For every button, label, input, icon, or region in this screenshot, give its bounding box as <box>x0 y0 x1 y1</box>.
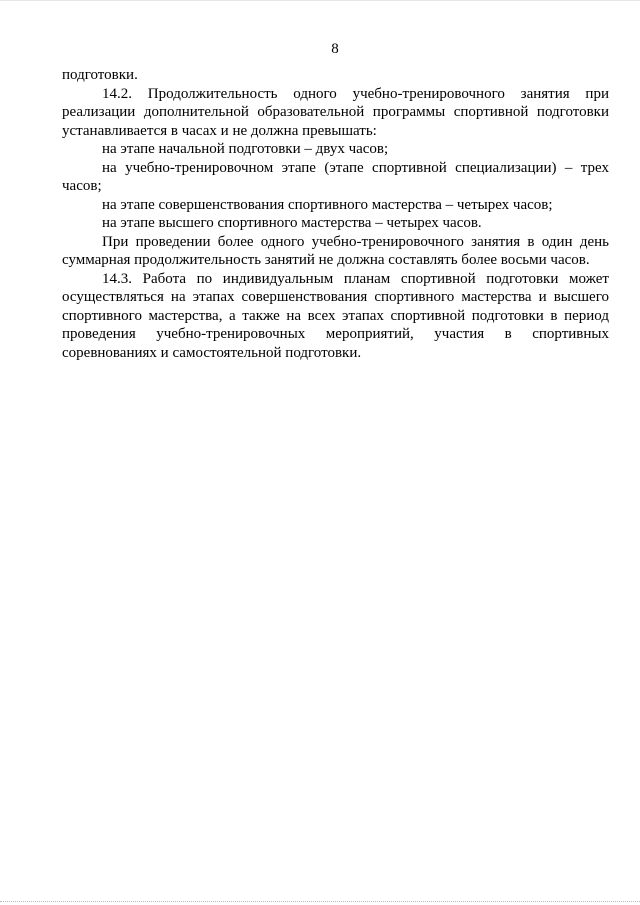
paragraph-training-stage: на учебно-тренировочном этапе (этапе спортивной специализации) – трех часов; <box>62 159 609 194</box>
page-number: 8 <box>331 41 339 57</box>
page-top-edge <box>0 0 640 1</box>
paragraph-continuation: подготовки. <box>62 67 138 83</box>
paragraph-14-3: 14.3. Работа по индивидуальным планам спортивной подготовки может осуществляться на этапах совершенствования спортивного мастерства и высшего спортивного мастерства, а также на всех этапах спортивной подготовки в период проведения учебно-тренировочных мероприятий, участия в спортивных соревнованиях и самостоятельной подготовки. <box>62 270 609 361</box>
document-body <box>62 66 609 362</box>
paragraph-improvement-stage: на этапе совершенствования спортивного мастерства – четырех часов; <box>102 196 553 213</box>
paragraph-initial-stage: на этапе начальной подготовки – двух часов; <box>102 141 389 157</box>
paragraph-multiple-sessions: При проведении более одного учебно-тренировочного занятия в один день суммарная продолжительность занятий не должна составлять более восьми часов. <box>62 233 609 268</box>
paragraph-highest-stage: на этапе высшего спортивного мастерства – четырех часов. <box>102 215 482 231</box>
paragraph-14-2: 14.2. Продолжительность одного учебно-тренировочного занятия при реализации дополнительной образовательной программы спортивной подготовки устанавливается в часах и не должна превышать: <box>62 85 609 139</box>
scan-bottom-edge <box>0 901 640 902</box>
